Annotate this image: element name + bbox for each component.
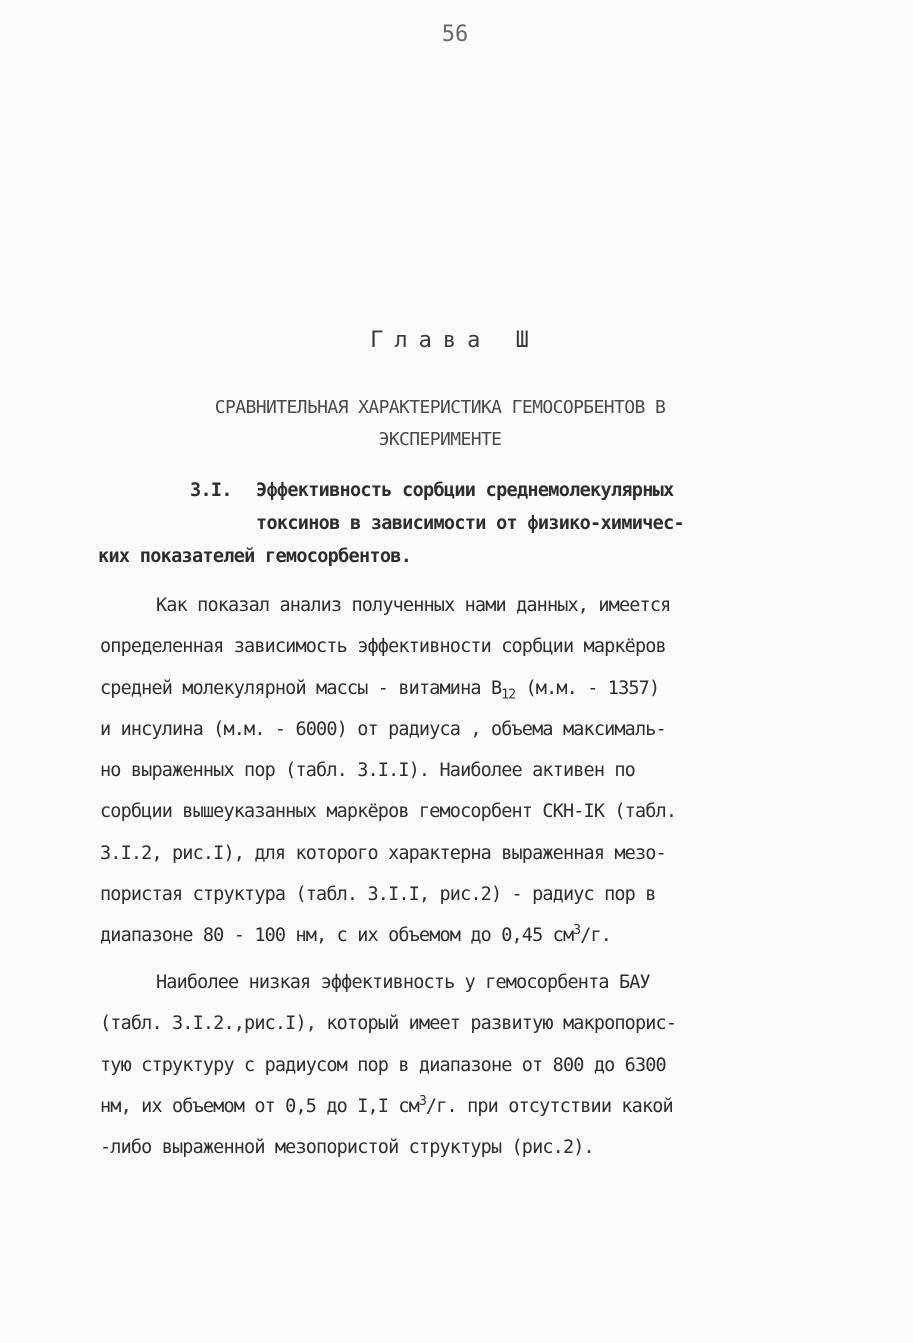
paragraph-text: диапазоне 80 - 100 нм, с их объемом до 0,45 см — [100, 925, 574, 947]
chapter-heading — [120, 392, 760, 456]
paragraph-line: но выраженных пор (табл. 3.I.I). Наиболее активен по — [100, 760, 635, 782]
paragraph-line: тую структуру с радиусом пор в диапазоне от 800 до 6300 — [100, 1054, 666, 1076]
paragraph-text: /г. — [580, 925, 612, 947]
section-heading-line: токсинов в зависимости от физико-химичес- — [256, 513, 684, 534]
paragraph-line — [100, 668, 815, 709]
paragraph-text: (м.м. - 1357) — [515, 677, 660, 699]
chapter-heading-line: СРАВНИТЕЛЬНАЯ ХАРАКТЕРИСТИКА ГЕМОСОРБЕНТОВ В — [214, 397, 666, 418]
paragraph-line — [100, 915, 815, 956]
paragraph-line — [100, 1086, 815, 1127]
paragraph-line: (табл. 3.I.2.,рис.I), который имеет развитую макропорис- — [100, 1013, 677, 1035]
page-number: 56 — [441, 22, 469, 47]
paragraph-line: 3.I.2, рис.I), для которого характерна выраженная мезо- — [100, 842, 666, 864]
section-heading — [98, 474, 810, 573]
paragraph-1 — [100, 585, 815, 957]
section-heading-line: Эффективность сорбции среднемолекулярных — [256, 480, 674, 501]
paragraph-2 — [100, 962, 815, 1168]
paragraph-text: средней молекулярной массы - витамина В — [100, 677, 502, 699]
paragraph-line: Наиболее низкая эффективность у гемосорбента БАУ — [156, 972, 650, 993]
chapter-title: Глава Ш — [370, 328, 540, 353]
paragraph-line: пористая структура (табл. 3.I.I, рис.2) - радиус пор в — [100, 884, 656, 906]
subscript: 12 — [501, 687, 516, 703]
superscript: 3 — [573, 923, 581, 939]
section-number: 3.I. — [190, 480, 232, 501]
paragraph-text: нм, их объемом от 0,5 до I,I см — [100, 1095, 419, 1117]
paragraph-text: /г. при отсутствии какой — [425, 1095, 673, 1117]
section-heading-line: ких показателей гемосорбентов. — [98, 546, 412, 567]
paragraph-line: сорбции вышеуказанных маркёров гемосорбент СКН-IК (табл. — [100, 801, 677, 823]
paragraph-line: Как показал анализ полученных нами данных, имеется — [156, 595, 671, 616]
paragraph-line: -либо выраженной мезопористой структуры (рис.2). — [100, 1137, 594, 1159]
superscript: 3 — [418, 1093, 426, 1109]
chapter-heading-line: ЭКСПЕРИМЕНТЕ — [378, 429, 502, 450]
paragraph-line: определенная зависимость эффективности сорбции маркёров — [100, 636, 666, 658]
paragraph-line: и инсулина (м.м. - 6000) от радиуса , объема максималь- — [100, 718, 666, 740]
